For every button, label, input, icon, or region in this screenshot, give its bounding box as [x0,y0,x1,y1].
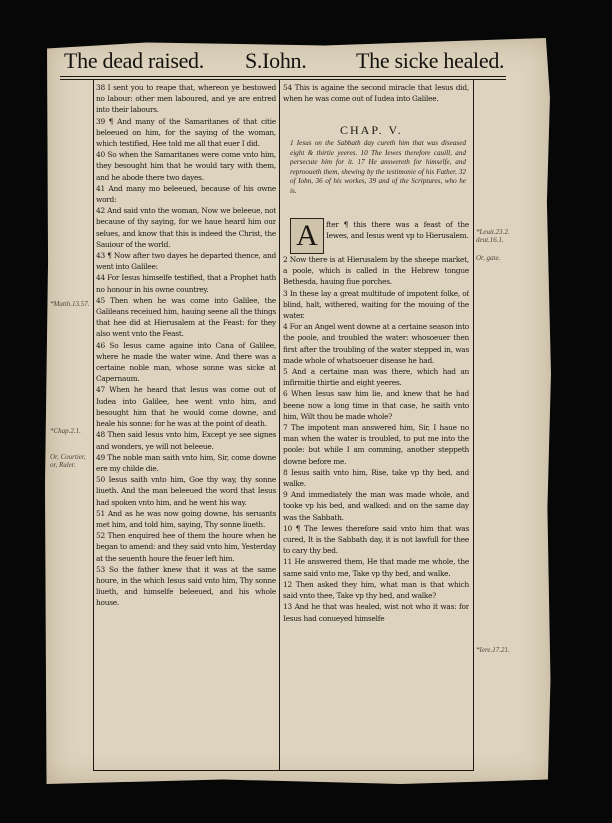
verse: 44 For Iesus himselfe testified, that a Prophet hath no honour in his owne countrey. [96,273,276,294]
verse: 52 Then enquired hee of them the houre when he began to amend: and they said vnto him, Yesterday at the seuenth houre the feuer left him. [96,531,276,563]
margin-note: *Iere.17.21. [476,646,510,654]
right-column-top [283,82,469,118]
verse: 6 When Iesus saw him lie, and knew that he had beene now a long time in that case, he saith vnto him, Wilt thou be made whole? [283,389,469,421]
verse: 12 Then asked they him, what man is that which said vnto thee, Take vp thy bed, and walke? [283,579,469,601]
verse: 10 ¶ The Iewes therefore said vnto him that was cured, It is the Sabbath day, it is not lawfull for thee to cary thy bed. [283,523,469,556]
header-rule [60,76,506,77]
verse: 54 This is againe the second miracle that Iesus did, when he was come out of Iudea into Galilee. [283,83,469,104]
margin-note: *Chap.2.1. [50,427,81,435]
right-column [283,254,469,768]
verse: 41 And many mo beleeued, because of his owne word: [96,183,276,205]
verse: 4 For an Angel went downe at a certaine season into the poole, and troubled the water: whosoeuer then first after the troubling of the water stepped in, was made whole of whatsoeuer disease he had. [283,322,469,365]
header-right: The sicke healed. [356,48,505,73]
verse: 40 So when the Samaritanes were come vnto him, they besought him that he would tary with them, and he abode there two dayes. [96,150,276,182]
verse: 38 I sent you to reape that, whereon ye bestowed no labour: other men laboured, and ye are entred into their labours. [96,83,276,115]
chapter-heading: CHAP. V. [340,123,403,137]
verse: 2 Now there is at Hierusalem by the sheepe market, a poole, which is called in the Hebrew tongue Bethesda, hauing fiue porches. [283,255,469,287]
margin-note: Or, Courtier, or, Ruler. [50,453,86,469]
verse: 48 Then said Iesus vnto him, Except ye see signes and wonders, ye will not beleeue. [96,430,276,451]
verse: 51 And as he was now going downe, his seruants met him, and told him, saying, Thy sonne liueth. [96,508,276,529]
header-left: The dead raised. [64,48,204,73]
verse: 42 And said vnto the woman, Now we beleeue, not because of thy saying, for we haue heard him our selues, and know that this is indeed the Christ, the Sauiour of the world. [96,206,276,249]
verse: 47 When he heard that Iesus was come out of Iudea into Galilee, hee went vnto him, and besought him that he would come downe, and heale his sonne: for he was at the point of death. [96,385,276,429]
verse: 39 ¶ And many of the Samaritanes of that citie beleeued on him, for the saying of the woman, which testified, Hee told me all that euer I did. [96,116,276,149]
verse: 9 And immediately the man was made whole, and tooke vp his bed, and walked: and on the same day was the Sabbath. [283,490,469,522]
margin-note: *Matth.13.57. [50,300,90,308]
verse: 46 So Iesus came againe into Cana of Galilee, where he made the water wine. And there was a certaine noble man, whose sonne was sicke at Capernaum. [96,340,276,384]
verse: 50 Iesus saith vnto him, Goe thy way, thy sonne liueth. And the man beleeued the word that Iesus had spoken vnto him, and he went his way. [96,475,276,507]
verse: 7 The impotent man answered him, Sir, I haue no man when the water is troubled, to put me into the poole: but while I am comming, another steppeth downe before me. [283,423,469,466]
verse: 43 ¶ Now after two dayes he departed thence, and went into Galilee: [96,251,276,272]
left-margin-rule [93,80,94,770]
column-divider [279,80,280,770]
verse: 53 So the father knew that it was at the same houre, in the which Iesus said vnto him, Thy sonne liueth, and himselfe beleeued, and his whole house. [96,564,276,608]
header-center: S.Iohn. [245,48,307,73]
verse: 11 He answered them, He that made me whole, the same said vnto me, Take vp thy bed, and walke. [283,557,469,578]
verse: 8 Iesus saith vnto him, Rise, take vp thy bed, and walke. [283,467,469,489]
verse: 49 The noble man saith vnto him, Sir, come downe ere my childe die. [96,452,276,473]
verse: 45 Then when he was come into Galilee, the Galileans receiued him, hauing seene all the things that hee did at Hierusalem at the Feast: for they also went vnto the Feast. [96,295,276,339]
margin-note: Or, gate. [476,254,501,262]
dropcap: A [290,218,324,254]
verse: 13 And he that was healed, wist not who it was: for Iesus had conueyed himselfe [283,602,469,623]
right-margin-rule [473,80,474,770]
chapter-summary: 1 Iesus on the Sabbath day cureth him that was diseased eight & thirtie yeeres. 10 The Iewes therefore cauill, and persecute him for it. 17 He answereth for himselfe, and reprooueth them, shewing by the testimonie of his Father, 32 of Iohn, 36 of his workes, 39 and of the Scriptures, who he is. [290,139,466,195]
verse: 5 And a certaine man was there, which had an infirmitie thirtie and eight yeeres. [283,367,469,388]
footer-rule [93,770,474,771]
verse: 3 In these lay a great multitude of impotent folke, of blind, halt, withered, waiting for the mouing of the water. [283,288,469,321]
verse: fter ¶ this there was a feast of the Iewes, and Iesus went vp to Hierusalem. [326,220,469,241]
verse-one [326,219,469,253]
left-column [96,82,276,768]
header-rule-double [60,79,506,80]
margin-note: *Leuit.23.2. deut.16.1. [476,228,510,244]
